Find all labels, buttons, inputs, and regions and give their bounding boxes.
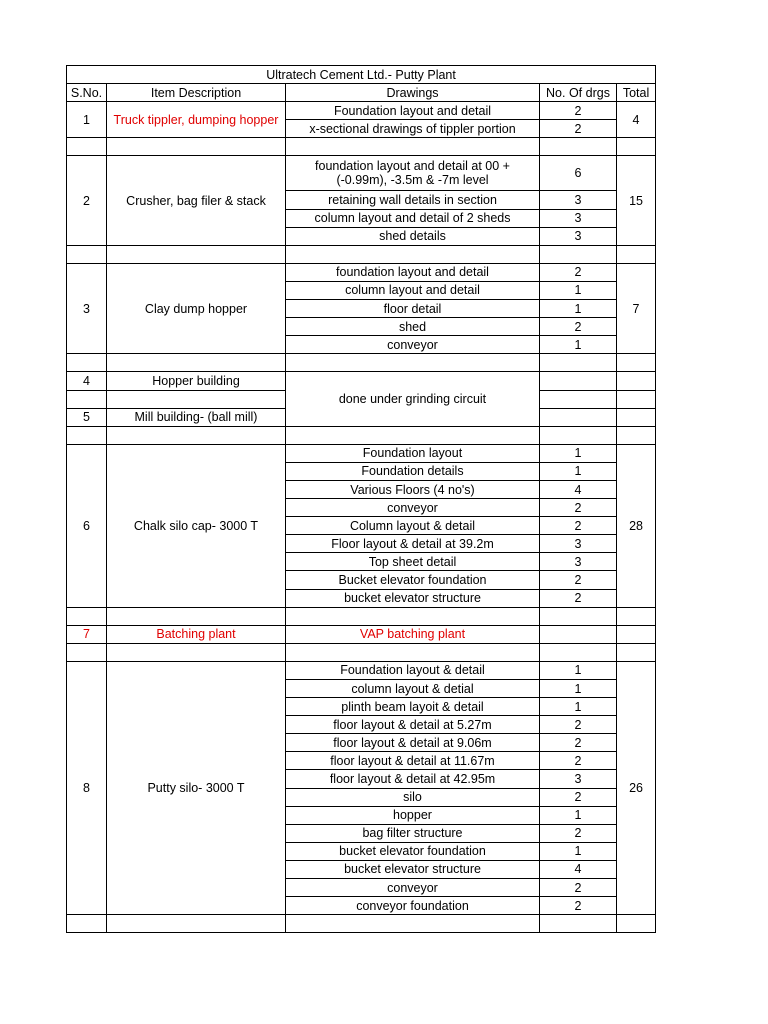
empty-cell	[286, 354, 540, 372]
sno-cell: 7	[67, 625, 107, 643]
empty-cell	[540, 138, 617, 156]
count-cell: 1	[540, 680, 617, 698]
table-row	[67, 444, 656, 462]
empty-cell	[540, 245, 617, 263]
header-row	[67, 84, 656, 102]
count-cell: 1	[540, 462, 617, 480]
count-cell: 2	[540, 571, 617, 589]
item-cell: Crusher, bag filer & stack	[107, 156, 286, 245]
empty-cell	[286, 245, 540, 263]
empty-cell	[107, 607, 286, 625]
empty-cell	[540, 354, 617, 372]
count-cell: 2	[540, 102, 617, 120]
drawing-cell: conveyor	[286, 879, 540, 897]
blank-row	[67, 138, 656, 156]
total-cell: 4	[617, 102, 656, 138]
item-cell: Hopper building	[107, 372, 286, 390]
drawing-cell: x-sectional drawings of tippler portion	[286, 120, 540, 138]
empty-cell	[540, 915, 617, 933]
empty-cell	[107, 426, 286, 444]
drawing-cell: Foundation layout	[286, 444, 540, 462]
empty-cell	[617, 607, 656, 625]
empty-cell	[67, 915, 107, 933]
drawing-cell: bucket elevator structure	[286, 860, 540, 878]
count-cell: 3	[540, 191, 617, 209]
table-row	[67, 156, 656, 191]
table-title: Ultratech Cement Ltd.- Putty Plant	[67, 66, 656, 84]
drawing-cell: Top sheet detail	[286, 553, 540, 571]
sno-cell	[67, 390, 107, 408]
total-cell: 28	[617, 444, 656, 607]
empty-cell	[286, 138, 540, 156]
drawing-cell: hopper	[286, 806, 540, 824]
count-cell: 4	[540, 860, 617, 878]
empty-cell	[67, 426, 107, 444]
drawings-table	[66, 65, 656, 933]
drawing-cell: conveyor	[286, 499, 540, 517]
drawing-cell: bag filter structure	[286, 824, 540, 842]
spreadsheet	[66, 65, 656, 933]
item-cell: Batching plant	[107, 625, 286, 643]
drawing-cell: floor layout & detail at 42.95m	[286, 770, 540, 788]
empty-cell	[67, 643, 107, 661]
blank-row	[67, 354, 656, 372]
table-row	[67, 372, 656, 390]
count-cell: 6	[540, 156, 617, 191]
count-cell: 1	[540, 444, 617, 462]
drawing-cell: floor detail	[286, 300, 540, 318]
drawing-cell: conveyor foundation	[286, 897, 540, 915]
count-cell: 2	[540, 318, 617, 336]
drawing-cell: plinth beam layoit & detail	[286, 698, 540, 716]
count-cell: 2	[540, 589, 617, 607]
item-cell: Chalk silo cap- 3000 T	[107, 444, 286, 607]
drawing-cell: Various Floors (4 no's)	[286, 480, 540, 498]
drawing-cell: foundation layout and detail	[286, 263, 540, 281]
empty-cell	[540, 643, 617, 661]
count-cell: 2	[540, 879, 617, 897]
sno-cell: 5	[67, 408, 107, 426]
total-cell: 15	[617, 156, 656, 245]
empty-cell	[67, 245, 107, 263]
sno-cell: 4	[67, 372, 107, 390]
drawing-cell: Foundation layout & detail	[286, 661, 540, 679]
header-item: Item Description	[107, 84, 286, 102]
count-cell: 3	[540, 209, 617, 227]
empty-cell	[67, 138, 107, 156]
drawing-cell: Foundation layout and detail	[286, 102, 540, 120]
count-cell: 1	[540, 842, 617, 860]
header-total: Total	[617, 84, 656, 102]
empty-cell	[67, 607, 107, 625]
count-cell: 2	[540, 263, 617, 281]
empty-cell	[617, 426, 656, 444]
total-cell	[617, 390, 656, 408]
count-cell: 1	[540, 806, 617, 824]
total-cell: 26	[617, 661, 656, 914]
drawing-cell: bucket elevator structure	[286, 589, 540, 607]
header-drawings: Drawings	[286, 84, 540, 102]
count-cell: 2	[540, 897, 617, 915]
blank-row	[67, 426, 656, 444]
total-cell	[617, 372, 656, 390]
drawing-cell: retaining wall details in section	[286, 191, 540, 209]
item-cell: Clay dump hopper	[107, 263, 286, 353]
count-cell: 1	[540, 336, 617, 354]
item-cell: Putty silo- 3000 T	[107, 661, 286, 914]
count-cell: 3	[540, 535, 617, 553]
sno-cell: 6	[67, 444, 107, 607]
count-cell: 2	[540, 788, 617, 806]
count-cell: 1	[540, 300, 617, 318]
count-cell: 1	[540, 661, 617, 679]
empty-cell	[107, 138, 286, 156]
count-cell: 2	[540, 734, 617, 752]
empty-cell	[67, 354, 107, 372]
total-cell: 7	[617, 263, 656, 353]
empty-cell	[286, 426, 540, 444]
blank-row	[67, 245, 656, 263]
count-cell	[540, 408, 617, 426]
table-row	[67, 263, 656, 281]
drawing-cell: foundation layout and detail at 00 + (-0.99m), -3.5m & -7m level	[286, 156, 540, 191]
header-num: No. Of drgs	[540, 84, 617, 102]
count-cell: 3	[540, 227, 617, 245]
drawing-cell: Column layout & detail	[286, 517, 540, 535]
header-sno: S.No.	[67, 84, 107, 102]
item-cell: Mill building- (ball mill)	[107, 408, 286, 426]
total-cell	[617, 408, 656, 426]
blank-row	[67, 607, 656, 625]
count-cell	[540, 372, 617, 390]
drawing-cell: floor layout & detail at 5.27m	[286, 716, 540, 734]
drawing-cell: done under grinding circuit	[286, 372, 540, 426]
empty-cell	[107, 915, 286, 933]
drawing-cell: Foundation details	[286, 462, 540, 480]
empty-cell	[107, 354, 286, 372]
count-cell: 2	[540, 499, 617, 517]
empty-cell	[286, 643, 540, 661]
drawing-cell: Floor layout & detail at 39.2m	[286, 535, 540, 553]
item-cell: Truck tippler, dumping hopper	[107, 102, 286, 138]
drawing-cell: column layout & detial	[286, 680, 540, 698]
count-cell: 1	[540, 698, 617, 716]
drawing-cell: column layout and detail of 2 sheds	[286, 209, 540, 227]
count-cell	[540, 390, 617, 408]
empty-cell	[617, 354, 656, 372]
sno-cell: 2	[67, 156, 107, 245]
drawing-cell: shed	[286, 318, 540, 336]
empty-cell	[617, 915, 656, 933]
drawing-cell: floor layout & detail at 9.06m	[286, 734, 540, 752]
drawing-cell: floor layout & detail at 11.67m	[286, 752, 540, 770]
count-cell: 2	[540, 716, 617, 734]
empty-cell	[286, 607, 540, 625]
count-cell: 2	[540, 120, 617, 138]
sno-cell: 8	[67, 661, 107, 914]
empty-cell	[107, 643, 286, 661]
count-cell: 3	[540, 770, 617, 788]
empty-cell	[617, 245, 656, 263]
count-cell: 3	[540, 553, 617, 571]
empty-cell	[107, 245, 286, 263]
sno-cell: 3	[67, 263, 107, 353]
table-row	[67, 661, 656, 679]
count-cell: 4	[540, 480, 617, 498]
item-cell	[107, 390, 286, 408]
total-cell	[617, 625, 656, 643]
count-cell: 2	[540, 752, 617, 770]
blank-row	[67, 915, 656, 933]
table-row	[67, 625, 656, 643]
drawing-cell: bucket elevator foundation	[286, 842, 540, 860]
count-cell: 2	[540, 517, 617, 535]
drawing-cell: shed details	[286, 227, 540, 245]
drawing-cell: conveyor	[286, 336, 540, 354]
drawing-cell: VAP batching plant	[286, 625, 540, 643]
drawing-cell: column layout and detail	[286, 281, 540, 299]
empty-cell	[540, 607, 617, 625]
empty-cell	[617, 643, 656, 661]
title-row	[67, 66, 656, 84]
table-row	[67, 102, 656, 120]
count-cell	[540, 625, 617, 643]
empty-cell	[617, 138, 656, 156]
count-cell: 2	[540, 824, 617, 842]
drawing-cell: silo	[286, 788, 540, 806]
empty-cell	[540, 426, 617, 444]
drawing-cell: Bucket elevator foundation	[286, 571, 540, 589]
blank-row	[67, 643, 656, 661]
empty-cell	[286, 915, 540, 933]
count-cell: 1	[540, 281, 617, 299]
sno-cell: 1	[67, 102, 107, 138]
